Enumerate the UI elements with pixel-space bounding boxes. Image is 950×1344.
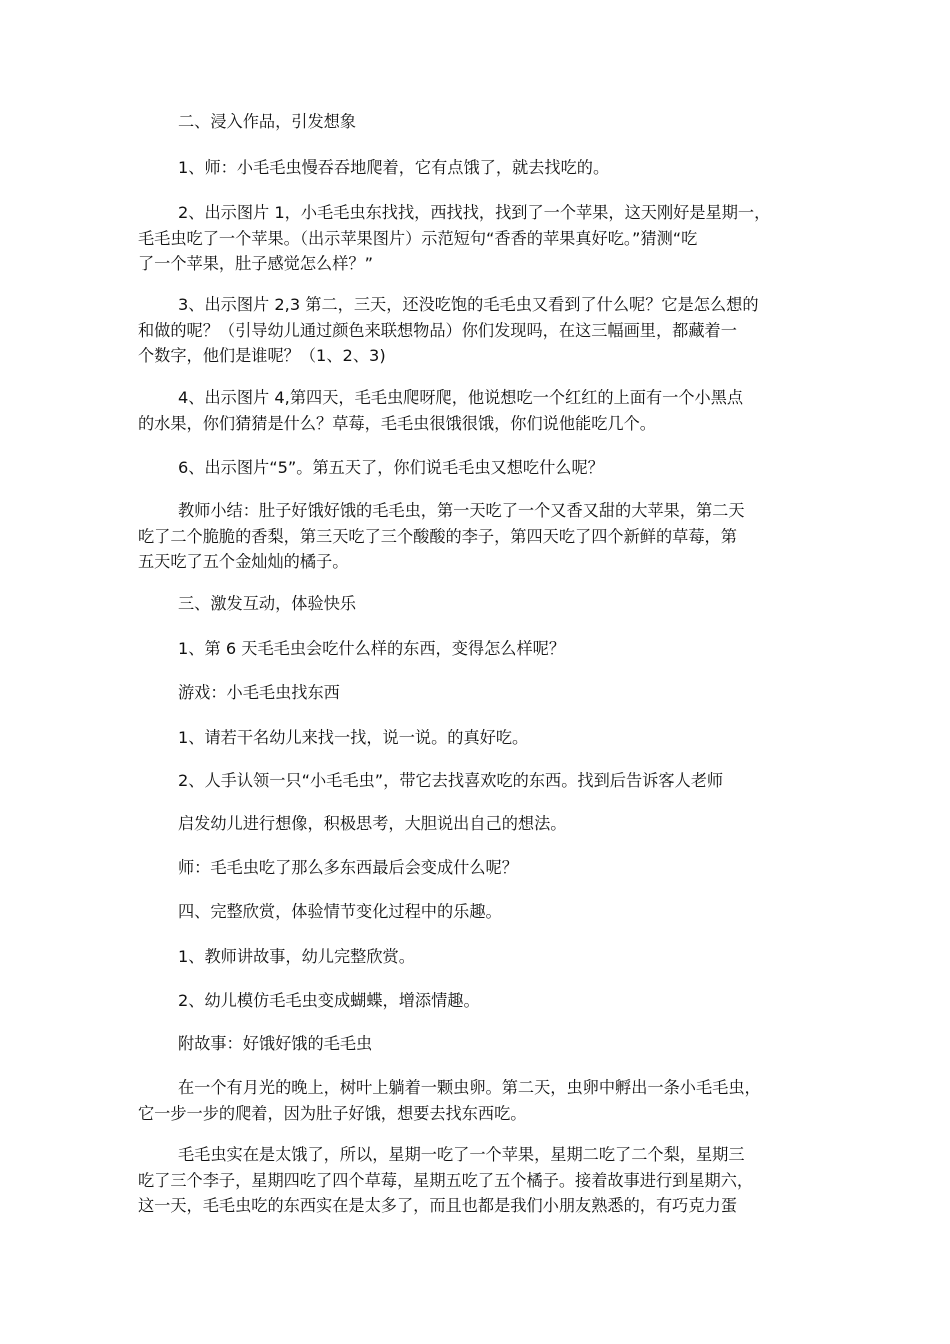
paragraph — [138, 200, 828, 277]
text-line: 4、出示图片 4,第四天，毛毛虫爬呀爬，他说想吃一个红红的上面有一个小黑点 — [178, 388, 744, 407]
paragraph — [138, 292, 828, 369]
text-line: 教师小结：肚子好饿好饿的毛毛虫，第一天吃了一个又香又甜的大苹果，第二天 — [178, 501, 745, 520]
paragraph — [138, 1075, 828, 1126]
heading-section-3 — [138, 591, 828, 617]
text-line: 1、师：小毛毛虫慢吞吞地爬着，它有点饿了，就去找吃的。 — [178, 158, 610, 177]
paragraph — [138, 725, 828, 751]
heading-section-4 — [138, 899, 828, 925]
text-line: 6、出示图片“5”。第五天了，你们说毛毛虫又想吃什么呢？ — [178, 458, 604, 477]
text-line: 毛毛虫实在是太饿了，所以，星期一吃了一个苹果，星期二吃了二个梨，星期三 — [178, 1145, 745, 1164]
text-line: 师：毛毛虫吃了那么多东西最后会变成什么呢？ — [178, 858, 518, 877]
paragraph — [138, 385, 828, 436]
text-line: 2、幼儿模仿毛毛虫变成蝴蝶，增添情趣。 — [178, 991, 480, 1010]
text-line: 和做的呢？（引导幼儿通过颜色来联想物品）你们发现吗，在这三幅画里，都藏着一 — [138, 320, 737, 340]
paragraph — [138, 768, 828, 794]
story-title — [138, 1031, 828, 1057]
text-line: 个数字，他们是谁呢？（1、2、3) — [138, 346, 386, 365]
text-line: 3、出示图片 2,3 第二，三天，还没吃饱的毛毛虫又看到了什么呢？它是怎么想的 — [178, 295, 759, 314]
text-line: 游戏：小毛毛虫找东西 — [178, 683, 340, 702]
text-line: 吃了三个李子，星期四吃了四个草莓，星期五吃了五个橘子。接着故事进行到星期六， — [138, 1170, 754, 1190]
text-line: 2、出示图片 1，小毛毛虫东找找，西找找，找到了一个苹果，这天刚好是星期一， — [178, 203, 771, 222]
text-line: 2、人手认领一只“小毛毛虫”，带它去找喜欢吃的东西。找到后告诉客人老师 — [178, 771, 724, 790]
text-line: 四、完整欣赏，体验情节变化过程中的乐趣。 — [178, 902, 502, 921]
text-line: 五天吃了五个金灿灿的橘子。 — [138, 552, 349, 571]
paragraph — [138, 498, 828, 575]
text-line: 它一步一步的爬着，因为肚子好饿，想要去找东西吃。 — [138, 1103, 527, 1123]
paragraph — [138, 811, 828, 837]
text-line: 了一个苹果，肚子感觉怎么样？” — [138, 254, 374, 273]
text-line: 三、激发互动，体验快乐 — [178, 594, 357, 613]
paragraph — [138, 636, 828, 662]
paragraph — [138, 944, 828, 970]
text-line: 在一个有月光的晚上，树叶上躺着一颗虫卵。第二天，虫卵中孵出一条小毛毛虫， — [178, 1078, 761, 1097]
paragraph — [138, 155, 828, 181]
text-line: 二、浸入作品，引发想象 — [178, 112, 357, 131]
text-line: 附故事：好饿好饿的毛毛虫 — [178, 1034, 373, 1053]
paragraph — [138, 855, 828, 881]
text-line: 1、教师讲故事，幼儿完整欣赏。 — [178, 947, 415, 966]
text-line: 这一天，毛毛虫吃的东西实在是太多了，而且也都是我们小朋友熟悉的，有巧克力蛋 — [138, 1196, 737, 1215]
heading-section-2 — [138, 109, 828, 135]
text-line: 吃了二个脆脆的香梨，第三天吃了三个酸酸的李子，第四天吃了四个新鲜的草莓，第 — [138, 526, 737, 546]
text-line: 1、请若干名幼儿来找一找，说一说。的真好吃。 — [178, 728, 529, 747]
text-line: 毛毛虫吃了一个苹果。（出示苹果图片）示范短句“香香的苹果真好吃。”猜测“吃 — [138, 228, 698, 248]
text-line: 的水果，你们猜猜是什么？草莓，毛毛虫很饿很饿，你们说他能吃几个。 — [138, 413, 656, 433]
paragraph — [138, 680, 828, 706]
text-line: 1、第 6 天毛毛虫会吃什么样的东西，变得怎么样呢？ — [178, 639, 566, 658]
text-line: 启发幼儿进行想像，积极思考，大胆说出自己的想法。 — [178, 814, 567, 833]
paragraph — [138, 1142, 828, 1219]
paragraph — [138, 988, 828, 1014]
paragraph — [138, 455, 828, 481]
